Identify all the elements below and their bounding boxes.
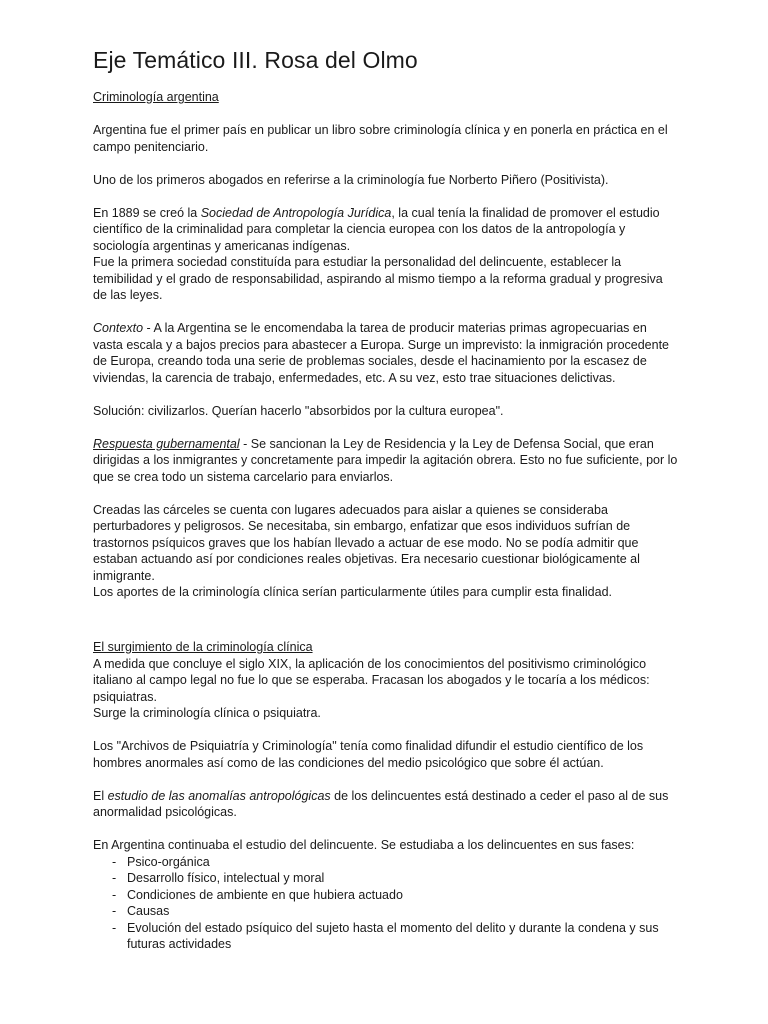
paragraph [93, 436, 678, 486]
paragraph [93, 205, 678, 255]
paragraph-text: - Se sancionan la Ley de Residencia y la Ley de Defensa Social, que eran dirigidas a los inmigrantes y concretamente para impedir la agitación obrera. Esto no fue suficiente, por lo que se crea todo un sistema carcelario para enviarlos. [93, 436, 678, 484]
paragraph [93, 788, 678, 821]
paragraph-text: , la cual tenía la finalidad de promover el estudio científico de la criminalidad para completar la ciencia europea con los datos de la antropología y sociología argentinas y americanas indígenas. [93, 205, 660, 253]
italic-term: Sociedad de Antropología Jurídica [200, 205, 392, 220]
paragraph: Solución: civilizarlos. Querían hacerlo "absorbidos por la cultura europea". [93, 403, 504, 418]
italic-term: estudio de las anomalías antropológicas [107, 788, 331, 803]
paragraph: A medida que concluye el siglo XIX, la aplicación de los conocimientos del positivismo criminológico italiano al campo legal no fue lo que se esperaba. Fracasan los abogados y le tocaría a los médicos: psiquiatras. [93, 656, 650, 704]
paragraph: Los aportes de la criminología clínica serían particularmente útiles para cumplir esta finalidad. [93, 585, 613, 599]
paragraph-text: En 1889 se creó la [93, 205, 201, 220]
italic-underlined-term: Respuesta gubernamental [93, 436, 240, 451]
italic-term: Contexto [93, 321, 144, 335]
phases-list [93, 854, 678, 953]
paragraph: Uno de los primeros abogados en referirse a la criminología fue Norberto Piñero (Positivista). [93, 172, 609, 187]
paragraph: Creadas las cárceles se cuenta con lugares adecuados para aislar a quienes se consideraba perturbadores y peligrosos. Se necesitaba, sin embargo, enfatizar que esos individuos sufrían de trastornos psíquicos graves que los habían llevado a actuar de ese modo. No se podía admitir que estaban actuando así por condiciones reales objetivas. Era necesario cuestionar biológicamente al inmigrante. [93, 502, 640, 583]
list-item: - Psico-orgánica [112, 854, 678, 871]
paragraph: Fue la primera sociedad constituída para estudiar la personalidad del delincuente, establecer la temibilidad y el grado de responsabilidad, aspirando al mismo tiempo a la reforma gradual y progresiva de las leyes. [93, 255, 663, 302]
document-title: Eje Temático III. Rosa del Olmo [93, 47, 418, 73]
paragraph-text: El [93, 788, 108, 803]
section-heading-criminologia-argentina: Criminología argentina [93, 90, 219, 104]
paragraph: Los "Archivos de Psiquiatría y Criminología" tenía como finalidad difundir el estudio científico de los hombres anormales así como de las condiciones del medio psicológico que sobre él actúan. [93, 739, 644, 770]
list-item: - Condiciones de ambiente en que hubiera actuado [112, 887, 678, 904]
list-item: - Causas [112, 903, 678, 920]
section-heading-surgimiento: El surgimiento de la criminología clínica [93, 640, 313, 654]
list-item: - Desarrollo físico, intelectual y moral [112, 870, 678, 887]
list-item: - Evolución del estado psíquico del sujeto hasta el momento del delito y durante la condena y sus futuras actividades [112, 920, 678, 953]
paragraph: Argentina fue el primer país en publicar un libro sobre criminología clínica y en ponerla en práctica en el campo penitenciario. [93, 123, 668, 154]
paragraph: Surge la criminología clínica o psiquiatra. [93, 706, 321, 720]
paragraph [93, 320, 678, 386]
paragraph-text: - A la Argentina se le encomendaba la tarea de producir materias primas agropecuarias en vasta escala y a bajos precios para abastecer a Europa. Surge un imprevisto: la inmigración procedente de Europa, creando toda una serie de problemas sociales, desde el hacinamiento por la escasez de viviendas, la carencia de trabajo, enfermedades, etc. A su vez, esto trae situaciones delictivas. [93, 321, 670, 385]
paragraph: En Argentina continuaba el estudio del delincuente. Se estudiaba a los delincuentes en sus fases: [93, 838, 635, 852]
paragraph-text: de los delincuentes está destinado a ceder el paso al de sus anormalidad psicológicas. [93, 788, 669, 819]
